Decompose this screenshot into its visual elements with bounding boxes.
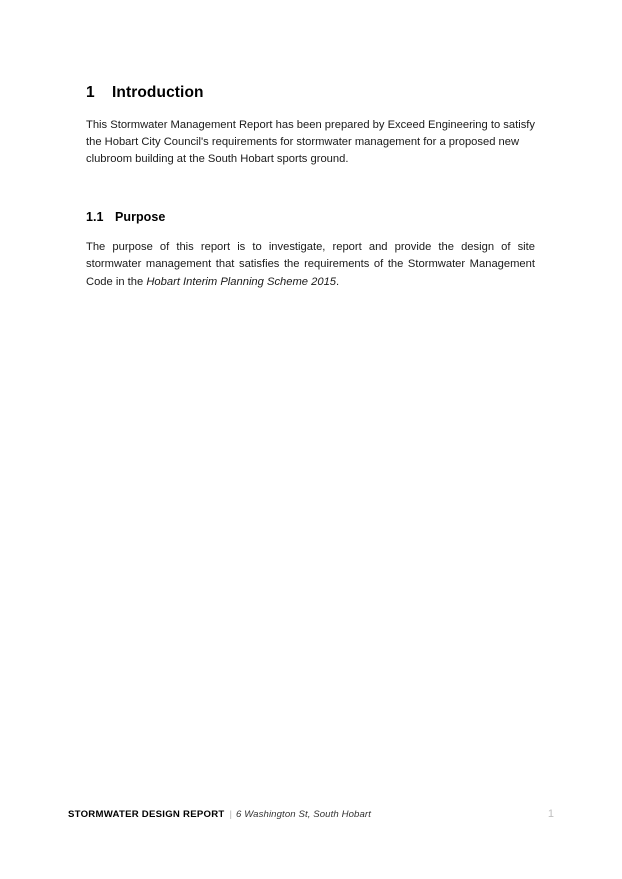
section-title: Introduction (112, 84, 204, 101)
footer-separator: | (229, 809, 232, 820)
page-content (86, 84, 535, 291)
footer-project-address: 6 Washington St, South Hobart (236, 809, 371, 820)
footer-report-title: STORMWATER DESIGN REPORT (68, 809, 225, 820)
section-number: 1 (86, 84, 95, 101)
paragraph-introduction: This Stormwater Management Report has been prepared by Exceed Engineering to satisfy the Hobart City Council's requirements for stormwater management for a proposed new clubroom building at the South Hobart sports ground. (86, 118, 535, 165)
page-footer (68, 808, 554, 821)
paragraph-purpose-citation: Hobart Interim Planning Scheme 2015 (146, 275, 337, 288)
paragraph-purpose-lead: The purpose of this report is to investigate, report and provide the design of site stormwater management that satisfies the requirements of the Stormwater Management Code in the (86, 241, 535, 288)
paragraph-purpose-tail: . (336, 275, 340, 288)
footer-page-number: 1 (547, 808, 554, 820)
footer-text (68, 808, 371, 821)
section-heading-purpose (86, 210, 535, 225)
section-heading-introduction (86, 84, 535, 103)
section-spacer (86, 168, 535, 210)
paragraph-purpose (86, 239, 535, 291)
subsection-title: Purpose (115, 210, 166, 225)
subsection-number: 1.1 (86, 210, 104, 225)
